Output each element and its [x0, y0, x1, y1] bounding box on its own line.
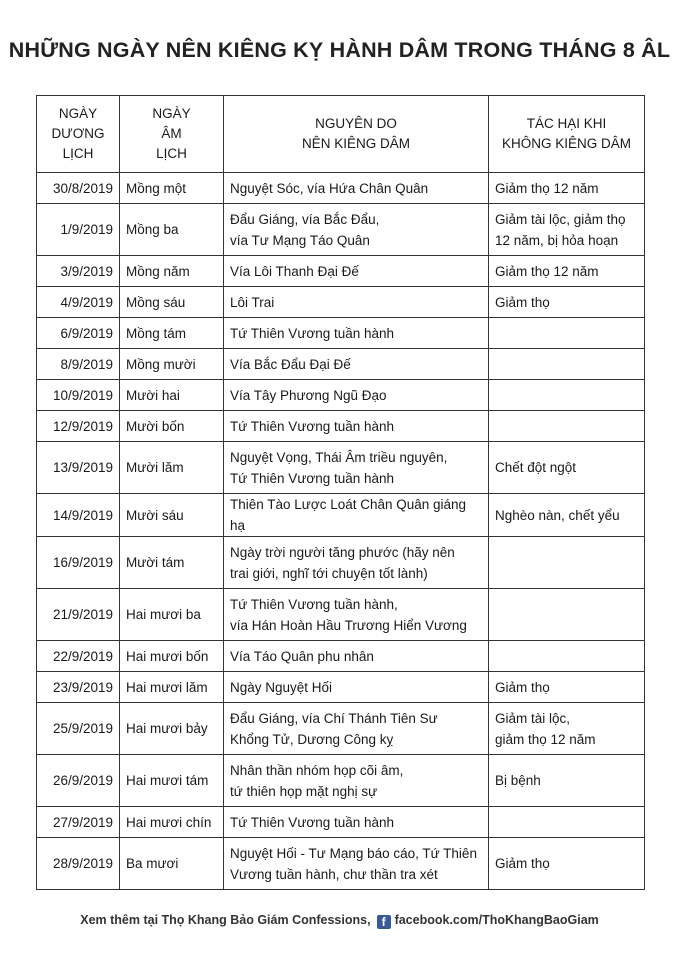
solar-date-cell: 27/9/2019 — [37, 807, 120, 838]
harm-cell — [489, 755, 645, 807]
table-row — [37, 287, 645, 318]
reason-line: Đẩu Giáng, vía Bắc Đẩu, — [230, 211, 380, 227]
reason-line: Vía Tây Phương Ngũ Đạo — [230, 387, 387, 403]
table-row — [37, 349, 645, 380]
reason-cell — [224, 442, 489, 494]
harm-cell — [489, 589, 645, 641]
solar-date-cell: 16/9/2019 — [37, 537, 120, 589]
solar-date-cell: 28/9/2019 — [37, 838, 120, 890]
reason-cell — [224, 807, 489, 838]
harm-line: 12 năm, bị hỏa hoạn — [495, 232, 619, 248]
solar-date-cell: 13/9/2019 — [37, 442, 120, 494]
reason-line: Lôi Trai — [230, 294, 275, 310]
reason-cell — [224, 256, 489, 287]
header-reason: NGUYÊN DO NÊN KIÊNG DÂM — [224, 96, 489, 173]
solar-date-cell: 30/8/2019 — [37, 173, 120, 204]
solar-date-cell: 23/9/2019 — [37, 672, 120, 703]
harm-cell — [489, 173, 645, 204]
reason-cell — [224, 349, 489, 380]
reason-line: Tứ Thiên Vương tuần hành — [230, 814, 395, 830]
table-row — [37, 838, 645, 890]
harm-cell — [489, 838, 645, 890]
harm-cell — [489, 703, 645, 755]
solar-date-cell: 25/9/2019 — [37, 703, 120, 755]
reason-cell — [224, 641, 489, 672]
reason-line: vía Tư Mạng Táo Quân — [230, 232, 370, 248]
lunar-date-cell: Hai mươi tám — [120, 755, 224, 807]
harm-line: Giảm tài lộc, giảm thọ — [495, 211, 626, 227]
lunar-date-cell: Hai mươi ba — [120, 589, 224, 641]
harm-cell — [489, 349, 645, 380]
table-row — [37, 256, 645, 287]
lunar-date-cell: Hai mươi lăm — [120, 672, 224, 703]
harm-line: Giảm thọ — [495, 856, 550, 871]
harm-line: Giảm thọ — [495, 294, 550, 310]
harm-line: Nghèo nàn, chết yểu — [495, 507, 620, 523]
harm-cell — [489, 641, 645, 672]
abstinence-schedule-table — [36, 95, 645, 890]
harm-cell — [489, 442, 645, 494]
reason-line: Tứ Thiên Vương tuần hành — [230, 470, 395, 486]
solar-date-cell: 14/9/2019 — [37, 494, 120, 537]
harm-line: Giảm thọ 12 năm — [495, 263, 599, 279]
solar-date-cell: 22/9/2019 — [37, 641, 120, 672]
reason-cell — [224, 318, 489, 349]
table-row — [37, 173, 645, 204]
table-row — [37, 641, 645, 672]
lunar-date-cell: Mồng một — [120, 173, 224, 204]
reason-line: Vía Lôi Thanh Đại Đế — [230, 263, 359, 279]
reason-cell — [224, 380, 489, 411]
harm-cell — [489, 672, 645, 703]
reason-line: Tứ Thiên Vương tuần hành — [230, 418, 395, 434]
solar-date-cell: 12/9/2019 — [37, 411, 120, 442]
footer-link[interactable]: facebook.com/ThoKhangBaoGiam — [394, 913, 599, 927]
table-body — [37, 173, 645, 890]
solar-date-cell: 10/9/2019 — [37, 380, 120, 411]
table-row — [37, 442, 645, 494]
solar-date-cell: 8/9/2019 — [37, 349, 120, 380]
footer — [0, 913, 679, 929]
lunar-date-cell: Hai mươi chín — [120, 807, 224, 838]
header-harm: TÁC HẠI KHI KHÔNG KIÊNG DÂM — [489, 96, 645, 173]
reason-line: Vía Táo Quân phu nhân — [230, 648, 374, 664]
reason-cell — [224, 204, 489, 256]
reason-line: Nguyệt Hối - Tư Mạng báo cáo, Tứ Thiên — [230, 845, 477, 861]
table-row — [37, 494, 645, 537]
harm-line: Giảm thọ — [495, 679, 550, 695]
reason-line: vía Hán Hoàn Hầu Trương Hiển Vương — [230, 617, 467, 633]
table-row — [37, 537, 645, 589]
reason-line: Vía Bắc Đẩu Đại Đế — [230, 356, 351, 372]
reason-cell — [224, 589, 489, 641]
reason-cell — [224, 672, 489, 703]
harm-cell — [489, 287, 645, 318]
lunar-date-cell: Mồng tám — [120, 318, 224, 349]
lunar-date-cell: Ba mươi — [120, 838, 224, 890]
reason-line: Ngày Nguyệt Hối — [230, 679, 333, 695]
reason-line: Tứ Thiên Vương tuần hành, — [230, 596, 398, 612]
table-row — [37, 589, 645, 641]
harm-line: Giảm thọ 12 năm — [495, 180, 599, 196]
reason-cell — [224, 411, 489, 442]
reason-cell — [224, 494, 489, 537]
reason-line: Nguyệt Sóc, vía Hứa Chân Quân — [230, 180, 429, 196]
lunar-date-cell: Mười bốn — [120, 411, 224, 442]
facebook-icon: f — [377, 915, 391, 929]
lunar-date-cell: Mười sáu — [120, 494, 224, 537]
lunar-date-cell: Mười tám — [120, 537, 224, 589]
harm-cell — [489, 380, 645, 411]
reason-line: Tứ Thiên Vương tuần hành — [230, 325, 395, 341]
table-row — [37, 380, 645, 411]
reason-line: Nguyệt Vọng, Thái Âm triều nguyên, — [230, 449, 448, 465]
reason-cell — [224, 173, 489, 204]
lunar-date-cell: Mồng ba — [120, 204, 224, 256]
solar-date-cell: 26/9/2019 — [37, 755, 120, 807]
reason-line: Nhân thần nhóm họp cõi âm, — [230, 762, 404, 778]
reason-cell — [224, 838, 489, 890]
table-row — [37, 204, 645, 256]
solar-date-cell: 4/9/2019 — [37, 287, 120, 318]
lunar-date-cell: Mồng sáu — [120, 287, 224, 318]
harm-cell — [489, 204, 645, 256]
harm-cell — [489, 494, 645, 537]
reason-line: Đẩu Giáng, vía Chí Thánh Tiên Sư — [230, 710, 438, 726]
table-row — [37, 672, 645, 703]
solar-date-cell: 21/9/2019 — [37, 589, 120, 641]
lunar-date-cell: Mồng mười — [120, 349, 224, 380]
reason-cell — [224, 703, 489, 755]
harm-cell — [489, 411, 645, 442]
lunar-date-cell: Mười lăm — [120, 442, 224, 494]
harm-cell — [489, 537, 645, 589]
solar-date-cell: 6/9/2019 — [37, 318, 120, 349]
harm-line: Chết đột ngột — [495, 460, 577, 475]
solar-date-cell: 3/9/2019 — [37, 256, 120, 287]
lunar-date-cell: Hai mươi bảy — [120, 703, 224, 755]
header-solar-date: NGÀY DƯƠNG LỊCH — [37, 96, 120, 173]
reason-line: Khổng Tử, Dương Công kỵ — [230, 731, 394, 747]
table-header-row — [37, 96, 645, 173]
lunar-date-cell: Mồng năm — [120, 256, 224, 287]
reason-line: Vương tuần hành, chư thần tra xét — [230, 866, 438, 882]
table-row — [37, 318, 645, 349]
reason-line: trai giới, nghĩ tới chuyện tốt lành) — [230, 565, 428, 581]
reason-line: Thiên Tào Lược Loát Chân Quân giáng hạ — [230, 497, 467, 533]
harm-cell — [489, 807, 645, 838]
header-lunar-date: NGÀY ÂM LỊCH — [120, 96, 224, 173]
table-row — [37, 755, 645, 807]
table-row — [37, 703, 645, 755]
reason-cell — [224, 287, 489, 318]
reason-cell — [224, 537, 489, 589]
harm-cell — [489, 318, 645, 349]
reason-line: tứ thiên họp mặt nghị sự — [230, 783, 378, 799]
page-title: NHỮNG NGÀY NÊN KIÊNG KỴ HÀNH DÂM TRONG THÁNG 8 ÂL — [8, 38, 671, 62]
footer-text: Xem thêm tại Thọ Khang Bảo Giám Confessions, — [80, 913, 371, 927]
lunar-date-cell: Hai mươi bốn — [120, 641, 224, 672]
reason-cell — [224, 755, 489, 807]
harm-line: Giảm tài lộc, — [495, 710, 571, 726]
harm-cell — [489, 256, 645, 287]
harm-line: Bị bệnh — [495, 773, 541, 788]
reason-line: Ngày trời người tăng phước (hãy nên — [230, 544, 455, 560]
table-row — [37, 807, 645, 838]
lunar-date-cell: Mười hai — [120, 380, 224, 411]
harm-line: giảm thọ 12 năm — [495, 731, 596, 747]
solar-date-cell: 1/9/2019 — [37, 204, 120, 256]
table-row — [37, 411, 645, 442]
